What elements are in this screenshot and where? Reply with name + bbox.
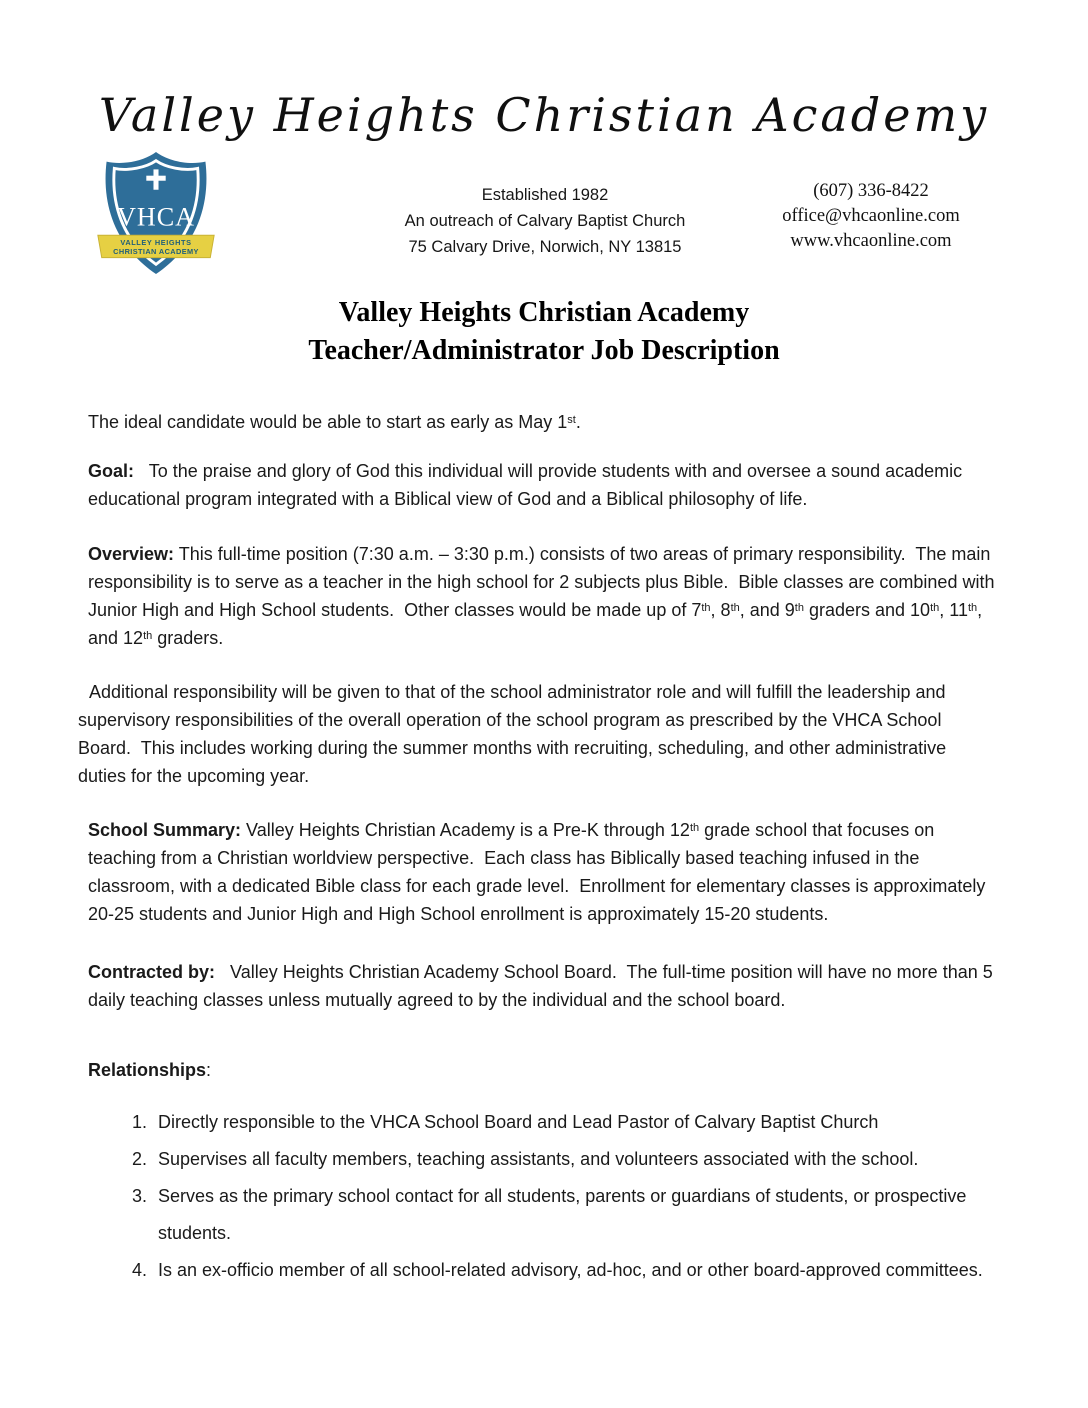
overview-paragraph — [88, 540, 998, 652]
outreach-line: An outreach of Calvary Baptist Church — [404, 212, 686, 230]
relationship-item: 4. Is an ex-officio member of all school-related advisory, ad-hoc, and or other board-approved committees. — [152, 1252, 998, 1289]
overview-label: Overview: — [88, 544, 175, 564]
relationship-item: 1. Directly responsible to the VHCA School Board and Lead Pastor of Calvary Baptist Church — [152, 1104, 998, 1141]
document-title-line2: Teacher/Administrator Job Description — [308, 335, 780, 366]
overview-text: This full-time position (7:30 a.m. – 3:30 p.m.) consists of two areas of primary responsibility. The main responsibility is to serve as a teacher in the high school for 2 subjects plus Bible. Bible classes are combined with Junior High and High School students. Other classes would be made up of 7th, 8th, and 9th graders and 10th, 11th, and 12th graders. — [88, 544, 1000, 648]
intro-text: The ideal candidate would be able to start as early as May 1st. — [88, 412, 581, 432]
address-line: 75 Calvary Drive, Norwich, NY 13815 — [408, 238, 682, 256]
document-body — [0, 282, 1088, 1289]
body-text — [0, 408, 1088, 1289]
email-address: office@vhcaonline.com — [782, 206, 960, 226]
ribbon-text-line2: CHRISTIAN ACADEMY — [113, 247, 199, 257]
relationships-colon: : — [206, 1060, 212, 1080]
relationships-heading — [88, 1056, 998, 1084]
vhca-logo — [93, 148, 219, 278]
contracted-by-paragraph — [88, 958, 998, 1014]
contracted-by-text: Valley Heights Christian Academy School Board. The full-time position will have no more than 5 daily teaching classes unless mutually agreed to by the individual and the school board. — [88, 962, 998, 1010]
phone-number: (607) 336-8422 — [813, 181, 929, 201]
relationships-list — [88, 1104, 998, 1289]
ribbon-text-line1: VALLEY HEIGHTS — [120, 237, 192, 247]
intro-paragraph — [88, 408, 998, 436]
document-title — [0, 294, 1088, 370]
relationship-item: 3. Serves as the primary school contact for all students, parents or guardians of students, or prospective students. — [152, 1178, 998, 1252]
goal-paragraph — [88, 457, 998, 513]
shield-logo-icon — [93, 148, 219, 278]
relationships-label: Relationships — [88, 1060, 207, 1080]
school-summary-text: Valley Heights Christian Academy is a Pre-K through 12th grade school that focuses on teaching from a Christian worldview perspective. Each class has Biblically based teaching infused in the classroom, with a dedicated Bible class for each grade level. Enrollment for elementary classes is approximately 20-25 students and Junior High and High School enrollment is approximately 15-20 students. — [88, 820, 991, 924]
document-title-line1: Valley Heights Christian Academy — [338, 297, 750, 328]
goal-text: To the praise and glory of God this individual will provide students with and oversee a sound academic educational program integrated with a Biblical view of God and a Biblical philosophy of life. — [88, 461, 968, 509]
website-url: www.vhcaonline.com — [790, 231, 952, 251]
letterhead-script-title: Valley Heights Christian Academy — [98, 88, 990, 142]
letterhead — [0, 0, 1088, 282]
contracted-by-label: Contracted by: — [88, 962, 216, 982]
additional-responsibility-paragraph — [78, 678, 998, 790]
established-line: Established 1982 — [481, 186, 609, 204]
goal-label: Goal: — [88, 461, 135, 481]
letterhead-center-info — [345, 182, 745, 260]
school-summary-paragraph — [88, 816, 998, 928]
letterhead-contact-info — [752, 179, 990, 254]
school-summary-label: School Summary: — [88, 820, 242, 840]
additional-text: Additional responsibility will be given to that of the school administrator role and will fulfill the leadership and supervisory responsibilities of the overall operation of the school program as prescribed by the VHCA School Board. This includes working during the summer months with recruiting, scheduling, and other administrative duties for the upcoming year. — [78, 682, 952, 786]
relationship-item: 2. Supervises all faculty members, teaching assistants, and volunteers associated with the school. — [152, 1141, 998, 1178]
logo-acronym: VHCA — [117, 202, 195, 232]
